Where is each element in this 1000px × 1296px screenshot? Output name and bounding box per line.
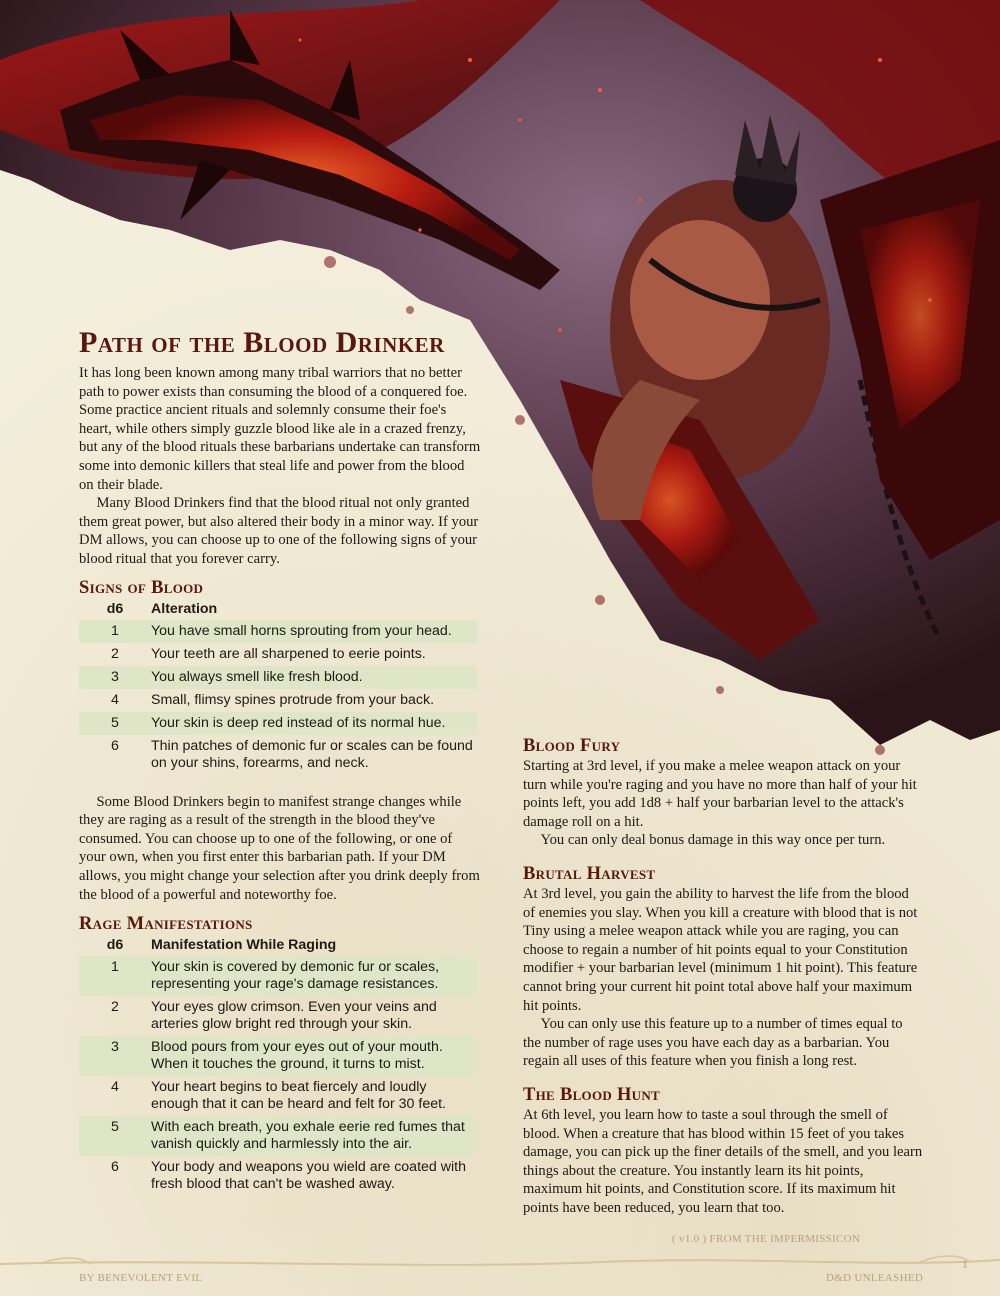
table-row bbox=[79, 620, 477, 643]
row-text: Your heart begins to beat fiercely and loudly enough that it can be heard and felt for 30 feet. bbox=[151, 1079, 447, 1113]
row-text: Your skin is deep red instead of its normal hue. bbox=[151, 712, 477, 735]
blood-fury-text: Starting at 3rd level, if you make a melee weapon attack on your turn while you're raging and you have no more than half of your hit points left, you add 1d8 + half your barbarian level to the attack's damage roll on a hit. bbox=[523, 758, 917, 830]
row-text: Thin patches of demonic fur or scales can be found on your shins, forearms, and neck. bbox=[151, 737, 473, 771]
signs-heading: Signs of Blood bbox=[79, 577, 204, 598]
blood-hunt-heading: The Blood Hunt bbox=[523, 1084, 661, 1105]
row-text: Blood pours from your eyes out of your mouth. When it touches the ground, it turns to mist. bbox=[151, 1036, 477, 1076]
row-text: Your teeth are all sharpened to eerie points. bbox=[151, 645, 426, 662]
table-row bbox=[79, 1036, 477, 1076]
row-text: Your skin is covered by demonic fur or scales, representing your rage's damage resistances. bbox=[151, 956, 477, 996]
brutal-harvest-text: At 3rd level, you gain the ability to harvest the life from the blood of enemies you slay. When you kill a creature with blood that is not Tiny using a melee weapon attack while you are raging, you can choose to regain a number of hit points equal to your Constitution modifier + your barbarian level (minimum 1 hit point). This feature cannot bring your current hit point total above half your maximum hit points. bbox=[523, 885, 918, 1014]
row-text: You always smell like fresh blood. bbox=[151, 666, 477, 689]
rage-heading: Rage Manifestations bbox=[79, 914, 253, 935]
row-number: 6 bbox=[111, 1159, 119, 1176]
table-row bbox=[79, 1076, 477, 1116]
left-column bbox=[79, 364, 481, 1196]
right-column bbox=[523, 736, 923, 1217]
signs-col-label: Alteration bbox=[151, 600, 218, 617]
row-number: 2 bbox=[111, 645, 119, 662]
row-number: 3 bbox=[79, 666, 151, 689]
row-number: 2 bbox=[111, 999, 119, 1016]
page-title: Path of the Blood Drinker bbox=[79, 326, 445, 359]
rage-table bbox=[79, 935, 477, 1196]
rage-col-label: Manifestation While Raging bbox=[151, 937, 337, 954]
table-row bbox=[79, 643, 477, 666]
footer-left: BY BENEVOLENT EVIL bbox=[79, 1272, 203, 1284]
intro-paragraph-1: It has long been known among many tribal warriors that no better path to power exists than consuming the blood of a conquered foe. Some practice ancient rituals and solemnly consume their foe's heart, while others simply guzzle blood like ale in a crazed frenzy, but any of the blood rituals these barbarians undertake can transform some into demonic killers that steal life and power from the blood on their blade. bbox=[79, 365, 481, 493]
page-number: 1 bbox=[962, 1257, 969, 1271]
row-number: 6 bbox=[111, 737, 119, 754]
row-number: 3 bbox=[79, 1036, 151, 1076]
signs-col-die: d6 bbox=[106, 600, 124, 617]
blood-hunt-text: At 6th level, you learn how to taste a soul through the smell of blood. When a creature that has blood within 15 feet of you takes damage, you can pick up the finer details of the smell, and you learn things about the creature. You instantly learn its hit points, maximum hit points, and Constitution score. If its maximum hit points have been reduced, you learn that too. bbox=[523, 1106, 923, 1216]
row-number: 4 bbox=[111, 691, 119, 708]
row-text: You have small horns sprouting from your head. bbox=[151, 620, 477, 643]
rage-col-die: d6 bbox=[106, 937, 124, 954]
table-row bbox=[79, 712, 477, 735]
row-number: 5 bbox=[79, 1116, 151, 1156]
row-number: 5 bbox=[79, 712, 151, 735]
brutal-harvest-heading: Brutal Harvest bbox=[523, 863, 656, 884]
middle-paragraph: Some Blood Drinkers begin to manifest strange changes while they are raging as a result of the strength in the blood they've consumed. You can choose up to one of the following, or one of your own, when you first enter this barbarian path. If your DM allows, you might change your selection after you drink deeply from the blood of a powerful and noteworthy foe. bbox=[79, 793, 480, 903]
footer-right: D&D UNLEASHED bbox=[826, 1272, 924, 1284]
table-row bbox=[79, 1116, 477, 1156]
version-text: ( v1.0 ) FROM THE IMPERMISSICON bbox=[672, 1233, 861, 1245]
intro-paragraph-2: Many Blood Drinkers find that the blood ritual not only granted them great power, but also altered their body in a minor way. If your DM allows, you can choose up to one of the following signs of your blood ritual that you forever carry. bbox=[79, 495, 479, 567]
signs-table bbox=[79, 599, 477, 775]
blood-fury-heading: Blood Fury bbox=[523, 736, 621, 756]
table-row bbox=[79, 735, 477, 775]
row-text: Your body and weapons you wield are coated with fresh blood that can't be washed away. bbox=[151, 1159, 466, 1193]
table-row bbox=[79, 689, 477, 712]
row-text: Your eyes glow crimson. Even your veins and arteries glow bright red through your skin. bbox=[151, 999, 437, 1033]
row-number: 1 bbox=[79, 620, 151, 643]
row-number: 4 bbox=[111, 1079, 119, 1096]
brutal-harvest-text-2: You can only use this feature up to a number of times equal to the number of rage uses you have each day as a barbarian. You regain all uses of this feature when you finish a long rest. bbox=[523, 1016, 903, 1070]
row-text: Small, flimsy spines protrude from your back. bbox=[151, 691, 435, 708]
table-row bbox=[79, 1156, 477, 1196]
table-row bbox=[79, 666, 477, 689]
table-row bbox=[79, 956, 477, 996]
row-number: 1 bbox=[79, 956, 151, 996]
row-text: With each breath, you exhale eerie red fumes that vanish quickly and harmlessly into the air. bbox=[151, 1116, 477, 1156]
table-row bbox=[79, 996, 477, 1036]
blood-fury-text-2: You can only deal bonus damage in this way once per turn. bbox=[540, 832, 886, 849]
